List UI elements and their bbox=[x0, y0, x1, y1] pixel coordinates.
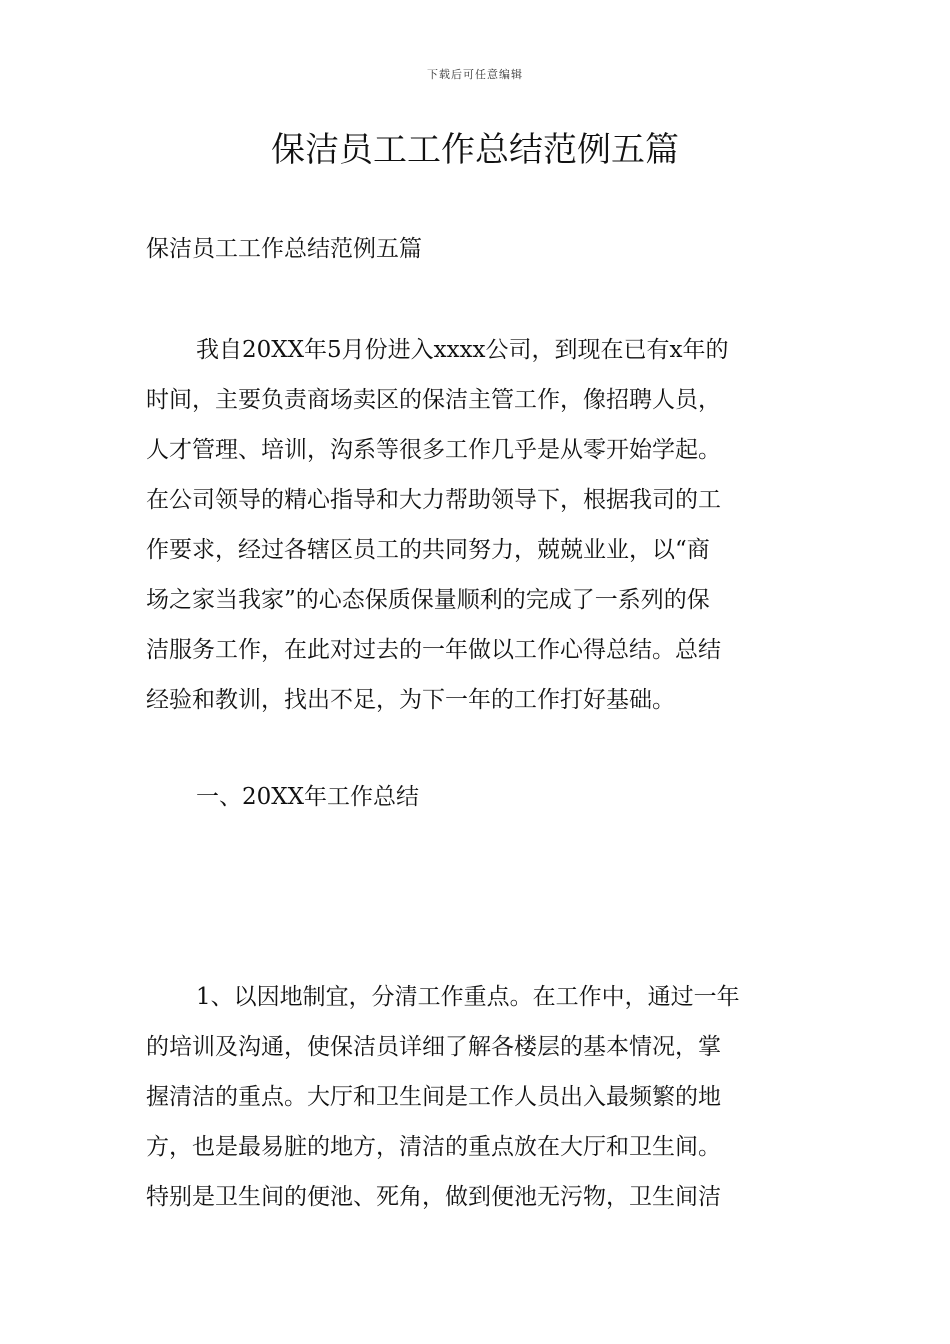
paragraph-line: 握清洁的重点。大厅和卫生间是工作人员出入最频繁的地 bbox=[146, 1084, 721, 1110]
paragraph-line: 方，也是最易脏的地方，清洁的重点放在大厅和卫生间。 bbox=[146, 1134, 721, 1160]
paragraph-line: 人才管理、培训，沟系等很多工作几乎是从零开始学起。 bbox=[146, 437, 721, 463]
section-heading bbox=[146, 772, 806, 822]
paragraph-line: 特别是卫生间的便池、死角，做到便池无污物，卫生间洁 bbox=[146, 1184, 721, 1210]
paragraph-line: 场之家当我家”的心态保质保量顺利的完成了一系列的保 bbox=[146, 587, 710, 613]
paragraph-line: 我自20XX年5月份进入xxxx公司，到现在已有x年的 bbox=[196, 337, 729, 363]
paragraph-line: 的培训及沟通，使保洁员详细了解各楼层的基本情况，掌 bbox=[146, 1034, 721, 1060]
section-1-paragraph bbox=[146, 972, 806, 1222]
paragraph-line: 洁服务工作，在此对过去的一年做以工作心得总结。总结 bbox=[146, 637, 721, 663]
paragraph-line: 时间，主要负责商场卖区的保洁主管工作，像招聘人员， bbox=[146, 387, 721, 413]
paragraph-line: 经验和教训，找出不足，为下一年的工作打好基础。 bbox=[146, 687, 675, 713]
download-note: 下载后可任意编辑 bbox=[427, 68, 523, 81]
paragraph-line: 1、以因地制宜，分清工作重点。在工作中，通过一年 bbox=[196, 984, 740, 1010]
paragraph-line: 作要求，经过各辖区员工的共同努力，兢兢业业，以“商 bbox=[146, 537, 710, 563]
section-heading-text: 一、20XX年工作总结 bbox=[196, 784, 420, 810]
intro-paragraph bbox=[146, 325, 806, 725]
document-title: 保洁员工工作总结范例五篇 bbox=[271, 130, 679, 170]
document-subtitle: 保洁员工工作总结范例五篇 bbox=[146, 236, 422, 262]
paragraph-line: 在公司领导的精心指导和大力帮助领导下，根据我司的工 bbox=[146, 487, 721, 513]
